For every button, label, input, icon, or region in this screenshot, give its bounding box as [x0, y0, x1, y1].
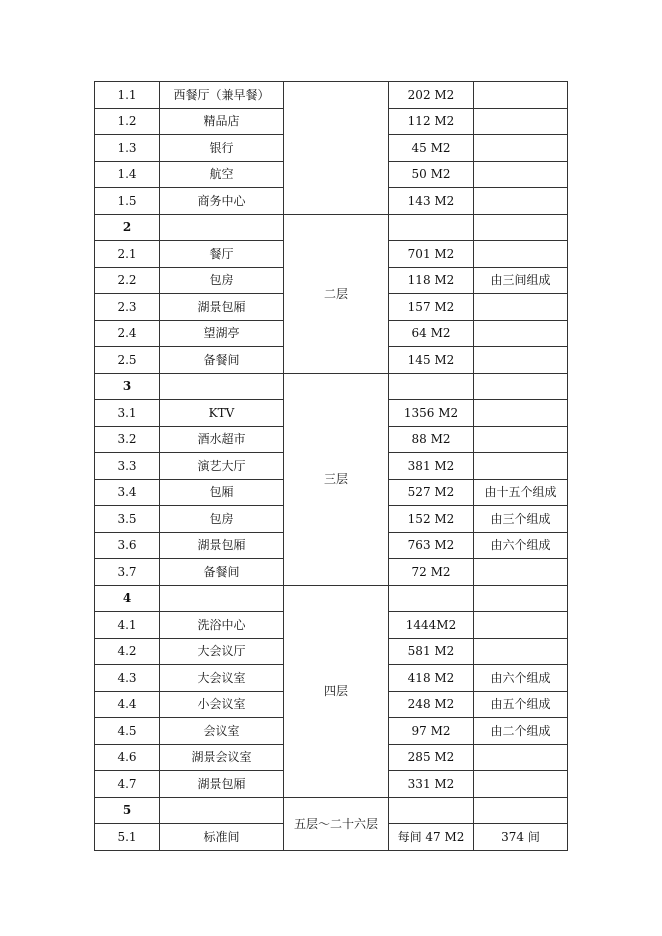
table-row — [95, 82, 568, 109]
item-number: 2.4 — [95, 320, 160, 347]
item-number: 2.1 — [95, 241, 160, 268]
item-area — [389, 214, 474, 241]
item-name: 航空 — [160, 161, 284, 188]
item-name: 演艺大厅 — [160, 453, 284, 480]
item-area: 88 M2 — [389, 426, 474, 453]
item-note — [474, 214, 568, 241]
item-area: 581 M2 — [389, 638, 474, 665]
item-area: 418 M2 — [389, 665, 474, 692]
item-name: 商务中心 — [160, 188, 284, 215]
item-name: 大会议室 — [160, 665, 284, 692]
item-note — [474, 585, 568, 612]
item-area: 285 M2 — [389, 744, 474, 771]
item-note — [474, 373, 568, 400]
item-note: 由三个组成 — [474, 506, 568, 533]
item-area: 152 M2 — [389, 506, 474, 533]
item-note — [474, 771, 568, 798]
item-number: 3.5 — [95, 506, 160, 533]
item-name: 湖景包厢 — [160, 771, 284, 798]
item-name: 湖景包厢 — [160, 532, 284, 559]
section-row — [95, 373, 568, 400]
area-table — [94, 81, 568, 851]
item-number: 1.2 — [95, 108, 160, 135]
item-note: 由三间组成 — [474, 267, 568, 294]
item-number: 3 — [95, 373, 160, 400]
item-note — [474, 426, 568, 453]
item-number: 2.5 — [95, 347, 160, 374]
item-number: 4.5 — [95, 718, 160, 745]
item-area: 763 M2 — [389, 532, 474, 559]
item-number: 3.6 — [95, 532, 160, 559]
item-note — [474, 347, 568, 374]
item-name: 包房 — [160, 506, 284, 533]
item-note — [474, 135, 568, 162]
item-note — [474, 82, 568, 109]
section-row — [95, 585, 568, 612]
item-number: 4.6 — [95, 744, 160, 771]
item-number: 3.7 — [95, 559, 160, 586]
section-row — [95, 797, 568, 824]
item-area: 45 M2 — [389, 135, 474, 162]
floor-cell: 五层～二十六层 — [284, 797, 389, 850]
item-name: 包房 — [160, 267, 284, 294]
item-note — [474, 744, 568, 771]
item-name — [160, 797, 284, 824]
item-name: 银行 — [160, 135, 284, 162]
item-area: 157 M2 — [389, 294, 474, 321]
item-name: 西餐厅（兼早餐） — [160, 82, 284, 109]
item-note: 由六个组成 — [474, 532, 568, 559]
item-note — [474, 320, 568, 347]
item-name — [160, 373, 284, 400]
item-area: 701 M2 — [389, 241, 474, 268]
item-name: 小会议室 — [160, 691, 284, 718]
item-note — [474, 559, 568, 586]
item-note — [474, 400, 568, 427]
item-area: 50 M2 — [389, 161, 474, 188]
item-note — [474, 161, 568, 188]
item-name: 包厢 — [160, 479, 284, 506]
item-area: 118 M2 — [389, 267, 474, 294]
floor-cell: 二层 — [284, 214, 389, 373]
floor-cell — [284, 82, 389, 215]
item-number: 4 — [95, 585, 160, 612]
item-name: 大会议厅 — [160, 638, 284, 665]
item-area: 202 M2 — [389, 82, 474, 109]
item-number: 3.4 — [95, 479, 160, 506]
item-number: 4.3 — [95, 665, 160, 692]
item-area: 97 M2 — [389, 718, 474, 745]
floor-cell: 四层 — [284, 585, 389, 797]
item-number: 4.2 — [95, 638, 160, 665]
item-area: 72 M2 — [389, 559, 474, 586]
floor-cell: 三层 — [284, 373, 389, 585]
item-area: 248 M2 — [389, 691, 474, 718]
item-area: 1444M2 — [389, 612, 474, 639]
item-number: 1.1 — [95, 82, 160, 109]
item-area — [389, 585, 474, 612]
item-number: 5.1 — [95, 824, 160, 851]
item-number: 1.5 — [95, 188, 160, 215]
item-note — [474, 612, 568, 639]
item-name: 湖景会议室 — [160, 744, 284, 771]
item-note — [474, 638, 568, 665]
item-name: 会议室 — [160, 718, 284, 745]
item-note: 374 间 — [474, 824, 568, 851]
item-number: 1.4 — [95, 161, 160, 188]
item-number: 3.2 — [95, 426, 160, 453]
item-number: 2.3 — [95, 294, 160, 321]
item-name: 备餐间 — [160, 559, 284, 586]
item-name: 望湖亭 — [160, 320, 284, 347]
item-area — [389, 373, 474, 400]
item-note: 由十五个组成 — [474, 479, 568, 506]
item-area: 331 M2 — [389, 771, 474, 798]
item-number: 3.1 — [95, 400, 160, 427]
item-number: 4.1 — [95, 612, 160, 639]
item-area: 143 M2 — [389, 188, 474, 215]
item-number: 4.4 — [95, 691, 160, 718]
item-number: 2.2 — [95, 267, 160, 294]
item-number: 1.3 — [95, 135, 160, 162]
item-number: 4.7 — [95, 771, 160, 798]
item-name: 精品店 — [160, 108, 284, 135]
item-note — [474, 108, 568, 135]
item-name — [160, 585, 284, 612]
item-note — [474, 453, 568, 480]
item-number: 5 — [95, 797, 160, 824]
item-area: 381 M2 — [389, 453, 474, 480]
item-area — [389, 797, 474, 824]
item-name: KTV — [160, 400, 284, 427]
item-name: 洗浴中心 — [160, 612, 284, 639]
item-name: 备餐间 — [160, 347, 284, 374]
item-name — [160, 214, 284, 241]
item-area: 1356 M2 — [389, 400, 474, 427]
item-note — [474, 188, 568, 215]
item-number: 3.3 — [95, 453, 160, 480]
item-area: 64 M2 — [389, 320, 474, 347]
item-name: 餐厅 — [160, 241, 284, 268]
table-body — [95, 82, 568, 851]
item-number: 2 — [95, 214, 160, 241]
item-note — [474, 241, 568, 268]
item-note: 由二个组成 — [474, 718, 568, 745]
item-name: 酒水超市 — [160, 426, 284, 453]
item-area: 527 M2 — [389, 479, 474, 506]
item-note: 由五个组成 — [474, 691, 568, 718]
item-name: 湖景包厢 — [160, 294, 284, 321]
item-area: 每间 47 M2 — [389, 824, 474, 851]
item-note — [474, 797, 568, 824]
item-note — [474, 294, 568, 321]
section-row — [95, 214, 568, 241]
item-area: 145 M2 — [389, 347, 474, 374]
item-area: 112 M2 — [389, 108, 474, 135]
item-note: 由六个组成 — [474, 665, 568, 692]
item-name: 标准间 — [160, 824, 284, 851]
